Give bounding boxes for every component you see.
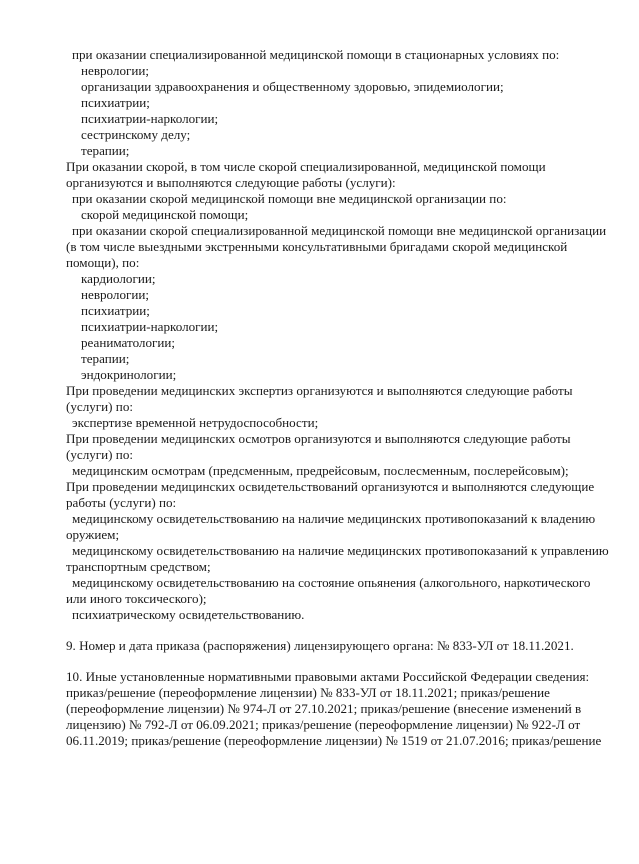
- certifications-heading-cont: работы (услуги) по:: [66, 495, 177, 510]
- item-weapon-certification-cont: оружием;: [66, 527, 120, 542]
- specialized-care-inpatient-line: при оказании специализированной медицинской помощи в стационарных условиях по:: [72, 47, 560, 62]
- certifications-heading: При проведении медицинских освидетельствований организуются и выполняются следующие: [66, 479, 595, 494]
- item-psychiatry-2: психиатрии;: [81, 303, 150, 318]
- item-medical-examinations: медицинским осмотрам (предсменным, предрейсовым, послесменным, послерейсовым);: [72, 463, 569, 478]
- section-10-line-4: 06.11.2019; приказ/решение (переоформление лицензии) № 1519 от 21.07.2016; приказ/решение: [66, 733, 602, 748]
- item-emergency-care: скорой медицинской помощи;: [81, 207, 249, 222]
- emergency-care-heading-cont: организуются и выполняются следующие работы (услуги):: [66, 175, 396, 190]
- item-weapon-certification: медицинскому освидетельствованию на наличие медицинских противопоказаний к владению: [72, 511, 596, 526]
- item-neurology-2: неврологии;: [81, 287, 150, 302]
- section-10-line-2: (переоформление лицензии) № 974-Л от 27.10.2021; приказ/решение (внесение изменений в: [66, 701, 582, 716]
- item-intoxication-certification: медицинскому освидетельствованию на состояние опьянения (алкогольного, наркотического: [72, 575, 591, 590]
- item-therapy: терапии;: [81, 143, 130, 158]
- section-10-line-1: приказ/решение (переоформление лицензии) № 833-УЛ от 18.11.2021; приказ/решение: [66, 685, 550, 700]
- item-psychiatry-narcology-2: психиатрии-наркологии;: [81, 319, 219, 334]
- item-temporary-disability: экспертизе временной нетрудоспособности;: [72, 415, 319, 430]
- expertise-heading: При проведении медицинских экспертиз организуются и выполняются следующие работы: [66, 383, 573, 398]
- item-nursing: сестринскому делу;: [81, 127, 191, 142]
- item-intoxication-certification-cont: или иного токсического);: [66, 591, 207, 606]
- section-10-line-3: лицензию) № 792-Л от 06.09.2021; приказ/решение (переоформление лицензии) № 922-Л от: [66, 717, 581, 732]
- item-healthcare-organization: организации здравоохранения и общественному здоровью, эпидемиологии;: [81, 79, 504, 94]
- item-driving-certification-cont: транспортным средством;: [66, 559, 211, 574]
- item-psychiatric-certification: психиатрическому освидетельствованию.: [72, 607, 305, 622]
- specialized-emergency-line-cont: (в том числе выездными экстренными консультативными бригадами скорой медицинской: [66, 239, 568, 254]
- emergency-care-heading: При оказании скорой, в том числе скорой специализированной, медицинской помощи: [66, 159, 546, 174]
- item-therapy-2: терапии;: [81, 351, 130, 366]
- specialized-emergency-line-end: помощи), по:: [66, 255, 140, 270]
- examinations-heading-cont: (услуги) по:: [66, 447, 134, 462]
- specialized-emergency-line: при оказании скорой специализированной медицинской помощи вне медицинской организации: [72, 223, 607, 238]
- expertise-heading-cont: (услуги) по:: [66, 399, 134, 414]
- item-cardiology: кардиологии;: [81, 271, 156, 286]
- item-neurology: неврологии;: [81, 63, 150, 78]
- item-endocrinology: эндокринологии;: [81, 367, 177, 382]
- emergency-outside-line: при оказании скорой медицинской помощи вне медицинской организации по:: [72, 191, 507, 206]
- item-psychiatry: психиатрии;: [81, 95, 150, 110]
- item-driving-certification: медицинскому освидетельствованию на наличие медицинских противопоказаний к управлению: [72, 543, 609, 558]
- item-reanimatology: реаниматологии;: [81, 335, 176, 350]
- item-psychiatry-narcology: психиатрии-наркологии;: [81, 111, 219, 126]
- examinations-heading: При проведении медицинских осмотров организуются и выполняются следующие работы: [66, 431, 571, 446]
- section-9-order-number: 9. Номер и дата приказа (распоряжения) лицензирующего органа: № 833-УЛ от 18.11.2021.: [66, 638, 574, 653]
- section-10-heading: 10. Иные установленные нормативными правовыми актами Российской Федерации сведения:: [66, 669, 590, 684]
